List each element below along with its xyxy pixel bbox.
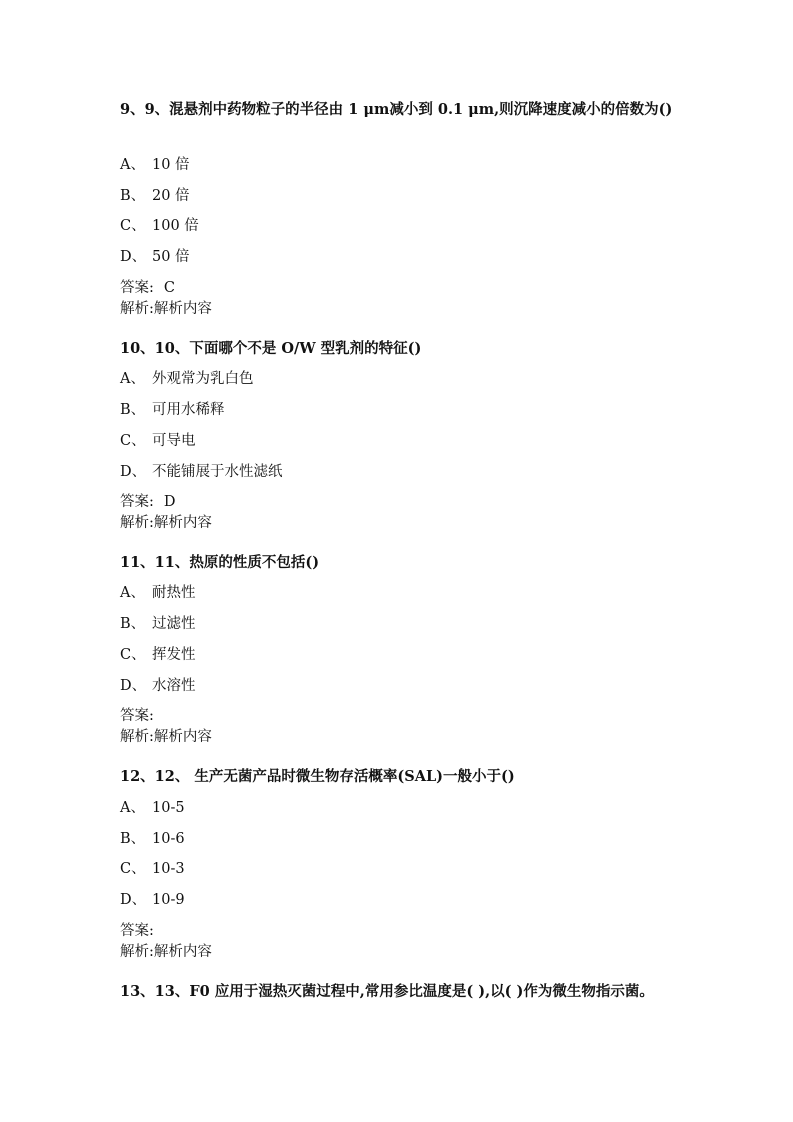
answer-label: 答案: [120,494,154,510]
option-item [120,216,199,236]
question-title: 13、13、F0 应用于湿热灭菌过程中,常用参比温度是( ),以( )作为微生物指示菌。 [120,983,654,1000]
answer-label: 答案: [120,280,154,296]
option-letter: D、 [120,892,147,908]
option-text: 10-5 [152,800,185,816]
option-item [120,890,185,910]
option-text: 外观常为乳白色 [152,371,254,387]
answer-line [120,921,164,941]
option-text: 10-3 [152,861,185,877]
option-item [120,369,254,389]
option-text: 100 倍 [152,218,199,234]
option-letter: B、 [120,402,146,418]
question-title: 11、11、热原的性质不包括() [120,554,320,571]
answer-value: C [163,280,175,296]
option-text: 10-9 [152,892,185,908]
analysis-line: 解析:解析内容 [120,729,212,745]
option-letter: B、 [120,188,146,204]
answer-label: 答案: [120,708,154,724]
analysis-line: 解析:解析内容 [120,515,212,531]
option-text: 不能铺展于水性滤纸 [152,464,283,480]
option-letter: D、 [120,678,147,694]
option-item [120,859,185,879]
option-letter: A、 [120,585,145,601]
question-title: 9、9、混悬剂中药物粒子的半径由 1 μm减小到 0.1 μm,则沉降速度减小的倍数为() [120,101,673,118]
option-letter: A、 [120,157,145,173]
answer-line [120,706,164,726]
option-text: 50 倍 [152,249,190,265]
option-item [120,155,190,175]
option-letter: A、 [120,371,145,387]
option-letter: B、 [120,616,146,632]
analysis-line: 解析:解析内容 [120,301,212,317]
option-letter: D、 [120,249,147,265]
answer-value: D [163,494,176,510]
answer-line [120,492,176,512]
option-text: 水溶性 [152,678,196,694]
option-letter: C、 [120,647,146,663]
option-letter: C、 [120,218,146,234]
option-letter: D、 [120,464,147,480]
option-letter: B、 [120,831,146,847]
option-item [120,645,196,665]
option-text: 过滤性 [152,616,196,632]
option-text: 挥发性 [152,647,196,663]
option-item [120,186,190,206]
option-item [120,431,196,451]
option-item [120,829,185,849]
option-letter: A、 [120,800,145,816]
answer-line [120,278,175,298]
question-title: 10、10、下面哪个不是 O/W 型乳剂的特征() [120,340,422,357]
option-item [120,676,196,696]
option-letter: C、 [120,433,146,449]
option-letter: C、 [120,861,146,877]
answer-label: 答案: [120,923,154,939]
option-text: 可用水稀释 [152,402,225,418]
option-text: 可导电 [152,433,196,449]
option-text: 10-6 [152,831,185,847]
analysis-line: 解析:解析内容 [120,944,212,960]
option-item [120,462,283,482]
question-title: 12、12、 生产无菌产品时微生物存活概率(SAL)一般小于() [120,768,515,785]
option-item [120,247,190,267]
option-item [120,798,185,818]
option-item [120,583,196,603]
option-text: 20 倍 [152,188,190,204]
option-item [120,400,225,420]
option-text: 10 倍 [152,157,190,173]
option-item [120,614,196,634]
option-text: 耐热性 [152,585,196,601]
